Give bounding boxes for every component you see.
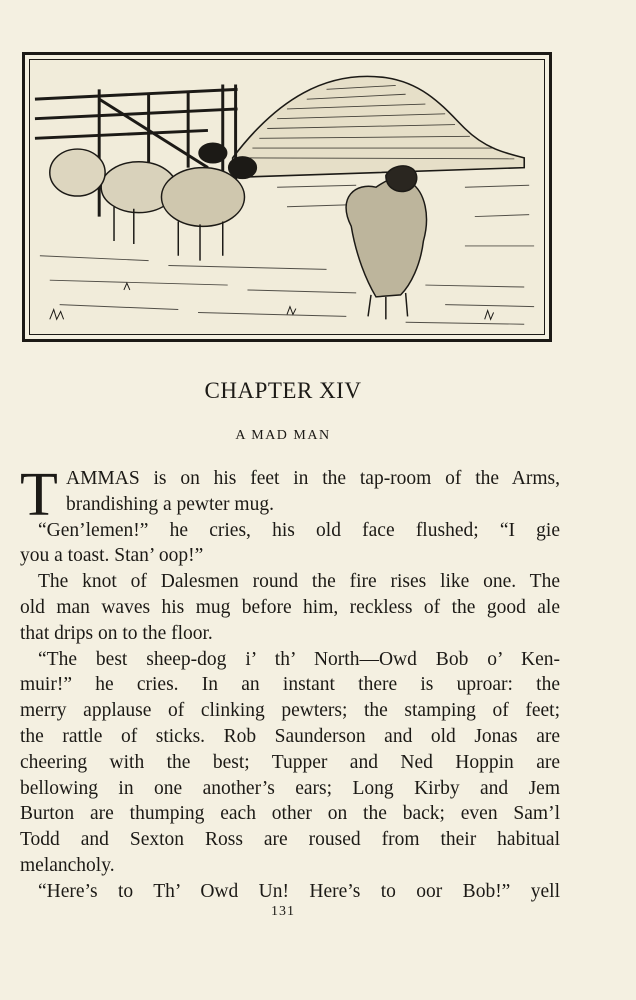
text-line: merry applause of clinking pewters; the stamping of feet;: [20, 700, 560, 722]
text-line: old man waves his mug before him, reckless of the good ale: [20, 596, 560, 618]
chapter-subtitle: A MAD MAN: [235, 428, 331, 443]
page-number: 131: [271, 904, 295, 919]
text-line: “Gen’lemen!” he cries, his old face flushed; “I gie: [38, 519, 560, 541]
text-line: cheering with the best; Tupper and Ned Hoppin are: [20, 751, 560, 773]
text-line: brandishing a pewter mug.: [66, 493, 274, 515]
text-line: melancholy.: [20, 854, 115, 876]
drop-cap: T: [20, 461, 58, 529]
text-line: “The best sheep-dog i’ th’ North—Owd Bob o’ Ken-: [38, 648, 560, 670]
text-line: that drips on to the floor.: [20, 622, 213, 644]
chapter-illustration: [22, 52, 552, 342]
text-line: muir!” he cries. In an instant there is uproar: the: [20, 674, 560, 696]
chapter-title: CHAPTER XIV: [204, 378, 362, 403]
text-line: bellowing in one another’s ears; Long Kirby and Jem: [20, 777, 560, 799]
text-line: Burton are thumping each other on the back; even Sam’l: [20, 803, 560, 825]
text-line: AMMAS is on his feet in the tap-room of the Arms,: [66, 468, 560, 489]
text-line: you a toast. Stan’ oop!”: [20, 545, 204, 567]
body-text: [20, 461, 560, 905]
text-line: the rattle of sticks. Rob Saunderson and old Jonas are: [20, 725, 560, 747]
text-line: “Here’s to Th’ Owd Un! Here’s to oor Bob!” yell: [38, 880, 560, 902]
text-line: Todd and Sexton Ross are roused from their habitual: [20, 829, 560, 851]
sheep-and-dog-engraving: [30, 60, 544, 334]
text-line: The knot of Dalesmen round the fire rises like one. The: [38, 571, 560, 593]
